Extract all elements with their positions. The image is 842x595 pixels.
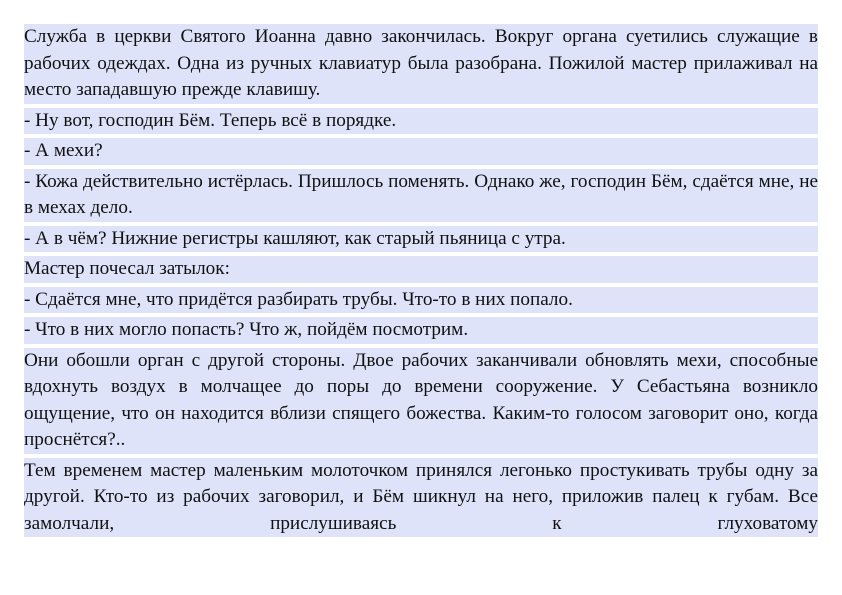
document-page (24, 24, 818, 541)
paragraph-3: - А мехи? (24, 138, 818, 165)
paragraph-7: - Сдаётся мне, что придётся разбирать трубы. Что-то в них попало. (24, 287, 818, 314)
paragraph-5: - А в чём? Нижние регистры кашляют, как старый пьяница с утра. (24, 226, 818, 253)
paragraph-9: Они обошли орган с другой стороны. Двое рабочих заканчивали обновлять мехи, способные вдохнуть воздух в молчащее до поры до времени сооружение. У Себастьяна возникло ощущение, что он находится вблизи спящего божества. Каким-то голосом заговорит оно, когда проснётся?.. (24, 348, 818, 454)
paragraph-2: - Ну вот, господин Бём. Теперь всё в порядке. (24, 108, 818, 135)
paragraph-6: Мастер почесал затылок: (24, 256, 818, 283)
paragraph-1: Служба в церкви Святого Иоанна давно закончилась. Вокруг органа суетились служащие в рабочих одеждах. Одна из ручных клавиатур была разобрана. Пожилой мастер прилаживал на место западавшую прежде клавишу. (24, 24, 818, 104)
paragraph-4: - Кожа действительно истёрлась. Пришлось поменять. Однако же, господин Бём, сдаётся мне, не в мехах дело. (24, 169, 818, 222)
paragraph-8: - Что в них могло попасть? Что ж, пойдём посмотрим. (24, 317, 818, 344)
paragraph-10: Тем временем мастер маленьким молоточком принялся легонько простукивать трубы одну за другой. Кто-то из рабочих заговорил, и Бём шикнул на него, приложив палец к губам. Все замолчали, прислушиваясь к глуховатому (24, 458, 818, 538)
